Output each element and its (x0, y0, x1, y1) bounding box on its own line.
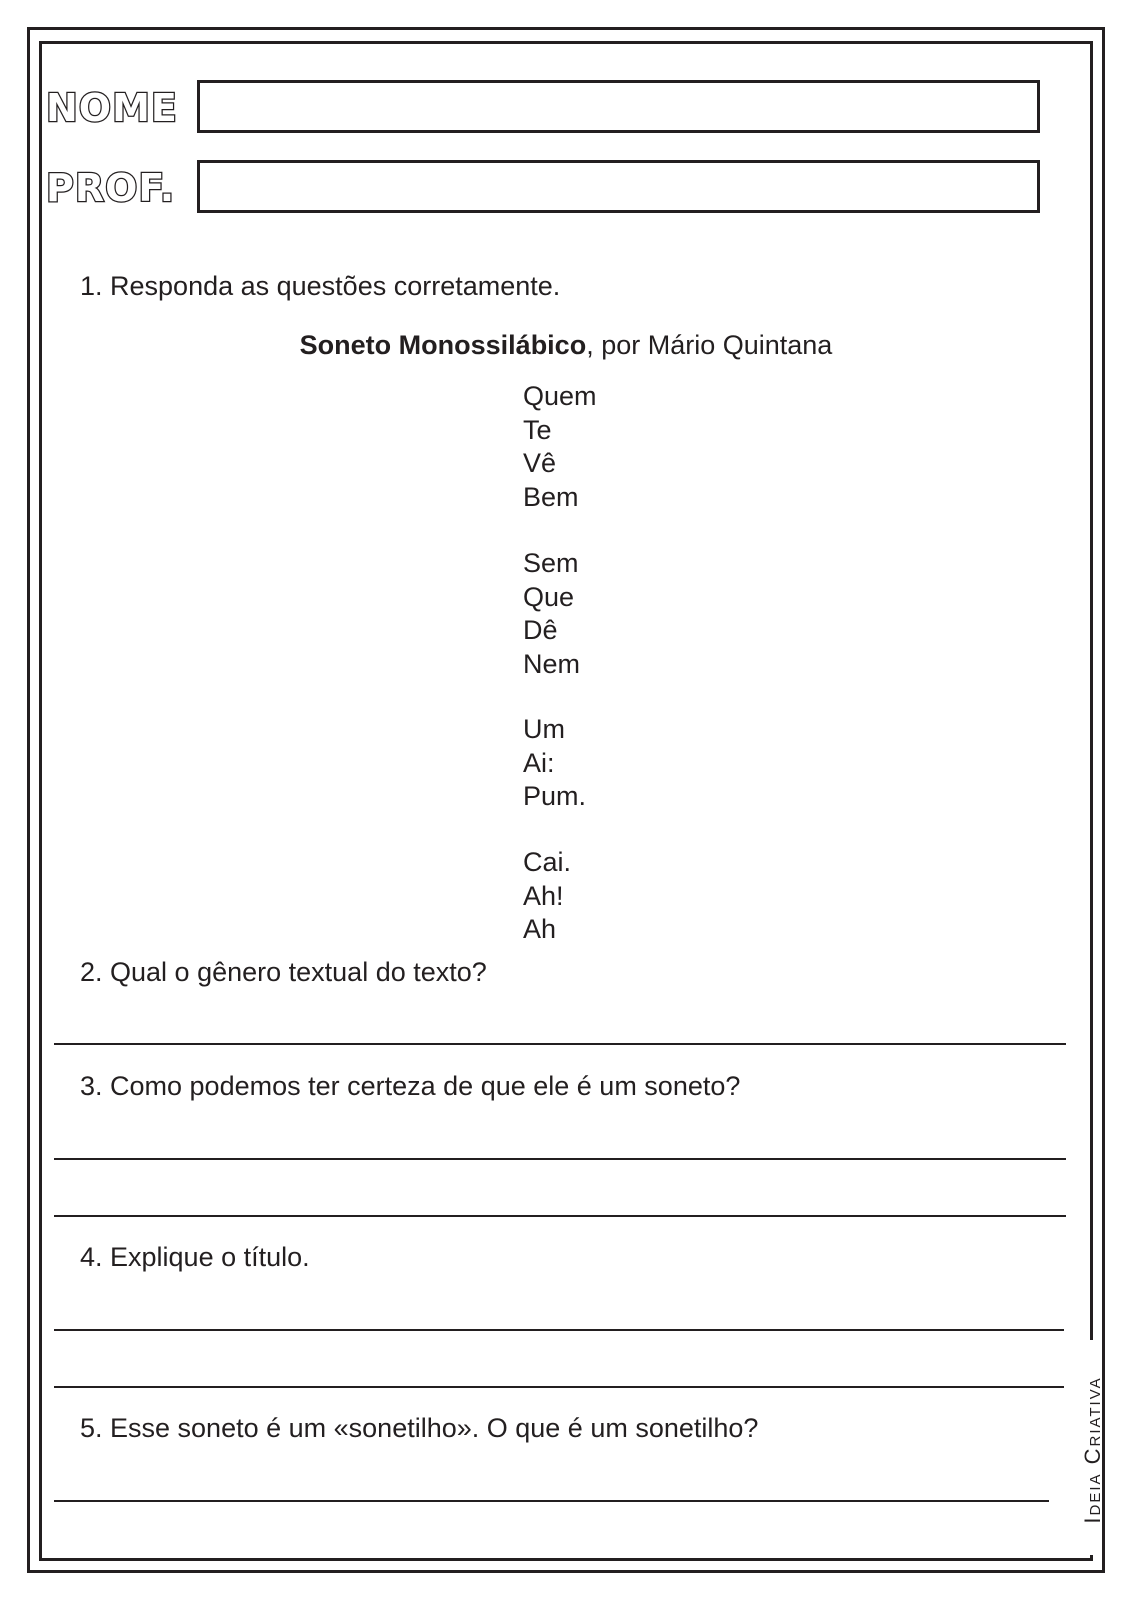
poem-stanza (523, 713, 586, 814)
question-4: 4. Explique o título. (80, 1242, 310, 1272)
poem-title (0, 330, 1132, 361)
poem-title-text: Soneto Monossilábico (299, 330, 587, 360)
answer-line[interactable] (54, 1158, 1066, 1160)
poem-verse: Nem (523, 648, 581, 679)
poem-verse: Ah (523, 914, 557, 944)
poem-verse: Que (523, 581, 575, 612)
answer-line[interactable] (54, 1500, 1049, 1502)
answer-line[interactable] (54, 1043, 1066, 1045)
poem-byline: , por Mário Quintana (586, 330, 833, 360)
poem-verse: Vê (523, 448, 557, 478)
name-label: NOME (46, 86, 178, 130)
poem-verse: Dê (523, 615, 558, 645)
question-3: 3. Como podemos ter certeza de que ele é um soneto? (80, 1071, 741, 1101)
poem-verse: Um (523, 714, 565, 744)
poem-verse: Bem (523, 481, 579, 512)
teacher-field[interactable] (197, 160, 1040, 213)
poem-stanza (523, 547, 580, 681)
question-2: 2. Qual o gênero textual do texto? (80, 957, 487, 987)
answer-line[interactable] (54, 1329, 1064, 1331)
name-field[interactable] (197, 80, 1040, 133)
question-1: 1. Responda as questões corretamente. (80, 271, 561, 301)
poem-verse: Cai. (523, 847, 572, 877)
poem-verse: Quem (523, 381, 597, 411)
poem-stanza (523, 846, 571, 947)
poem-verse: Ah! (523, 880, 564, 911)
poem-verse: Te (523, 414, 552, 445)
question-5: 5. Esse soneto é um «sonetilho». O que é um sonetilho? (80, 1413, 759, 1443)
answer-line[interactable] (54, 1386, 1064, 1388)
brand-label: Ideia Criativa (1080, 1376, 1105, 1524)
poem-stanza (523, 380, 597, 514)
answer-line[interactable] (54, 1215, 1066, 1217)
poem-verse: Sem (523, 548, 579, 578)
poem-verse: Pum. (523, 781, 587, 811)
poem-verse: Ai: (523, 747, 555, 778)
teacher-label: PROF. (46, 166, 176, 210)
